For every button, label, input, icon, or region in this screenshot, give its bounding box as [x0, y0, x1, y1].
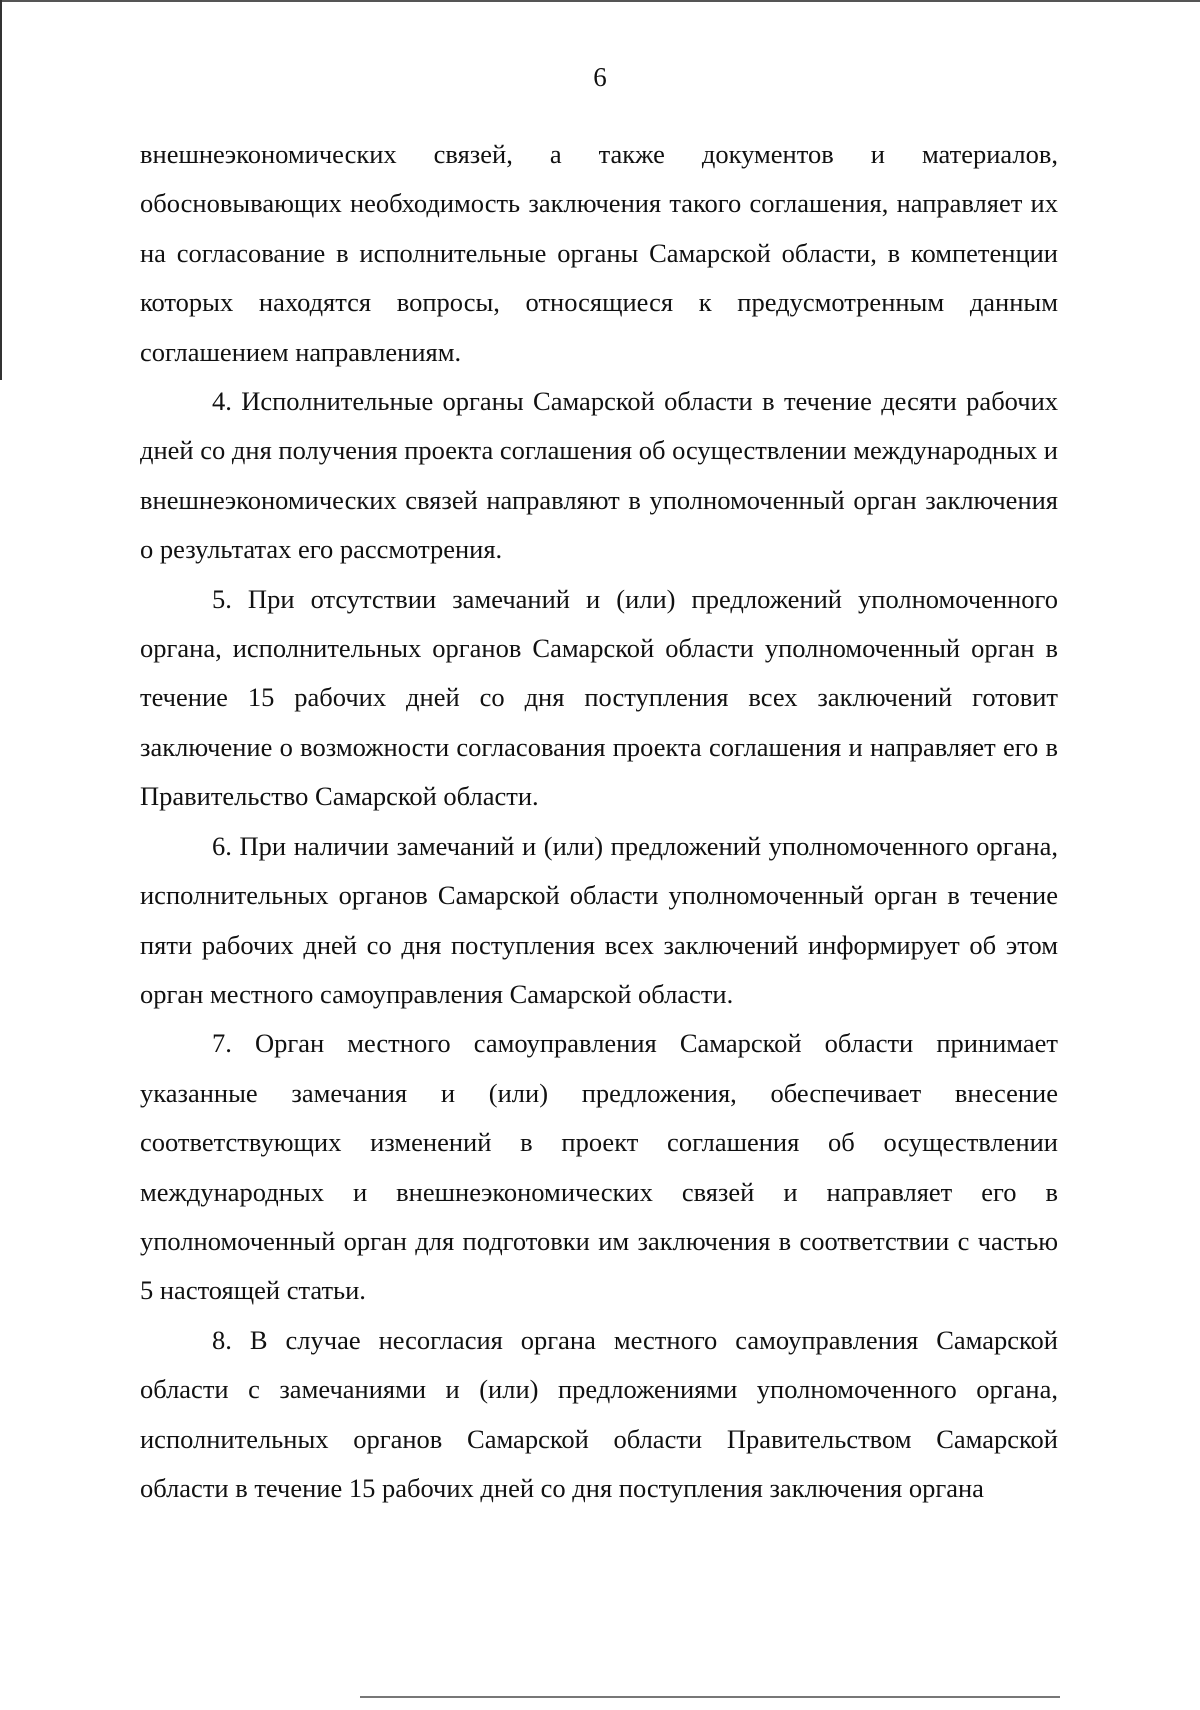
- paragraph-item-5: 5. При отсутствии замечаний и (или) предложений уполномоченного органа, исполнительных органов Самарской области уполномоченный орган в течение 15 рабочих дней со дня поступления всех заключений готовит заключение о возможности согласования проекта соглашения и направляет его в Правительство Самарской области.: [140, 583, 1058, 812]
- paragraph-item-7: 7. Орган местного самоуправления Самарской области принимает указанные замечания и (или) предложения, обеспечивает внесение соответствующих изменений в проект соглашения об осуществлении международных и внешнеэкономических связей и направляет его в уполномоченный орган для подготовки им заключения в соответствии с частью 5 настоящей статьи.: [140, 1028, 1058, 1306]
- paragraph-item-6: 6. При наличии замечаний и (или) предложений уполномоченного органа, исполнительных органов Самарской области уполномоченный орган в течение пяти рабочих дней со дня поступления всех заключений информирует об этом орган местного самоуправления Самарской области.: [140, 830, 1058, 1009]
- document-body: [140, 130, 1058, 1513]
- paragraph-item-4: 4. Исполнительные органы Самарской области в течение десяти рабочих дней со дня получения проекта соглашения об осуществлении международных и внешнеэкономических связей направляют в уполномоченный орган заключения о результатах его рассмотрения.: [140, 386, 1058, 565]
- paragraph-item-8: 8. В случае несогласия органа местного самоуправления Самарской области с замечаниями и (или) предложениями уполномоченного органа, исполнительных органов Самарской области Правительством Самарской области в течение 15 рабочих дней со дня поступления заключения органа: [140, 1324, 1058, 1503]
- scan-left-edge: [0, 0, 2, 380]
- scan-top-edge: [0, 0, 1200, 2]
- page-number: 6: [593, 62, 607, 92]
- paragraph-continuation: внешнеэкономических связей, а также документов и материалов, обосновывающих необходимость заключения такого соглашения, направляет их на согласование в исполнительные органы Самарской области, в компетенции которых находятся вопросы, относящиеся к предусмотренным данным соглашением направлениям.: [140, 139, 1058, 367]
- scan-bottom-edge: [360, 1696, 1060, 1698]
